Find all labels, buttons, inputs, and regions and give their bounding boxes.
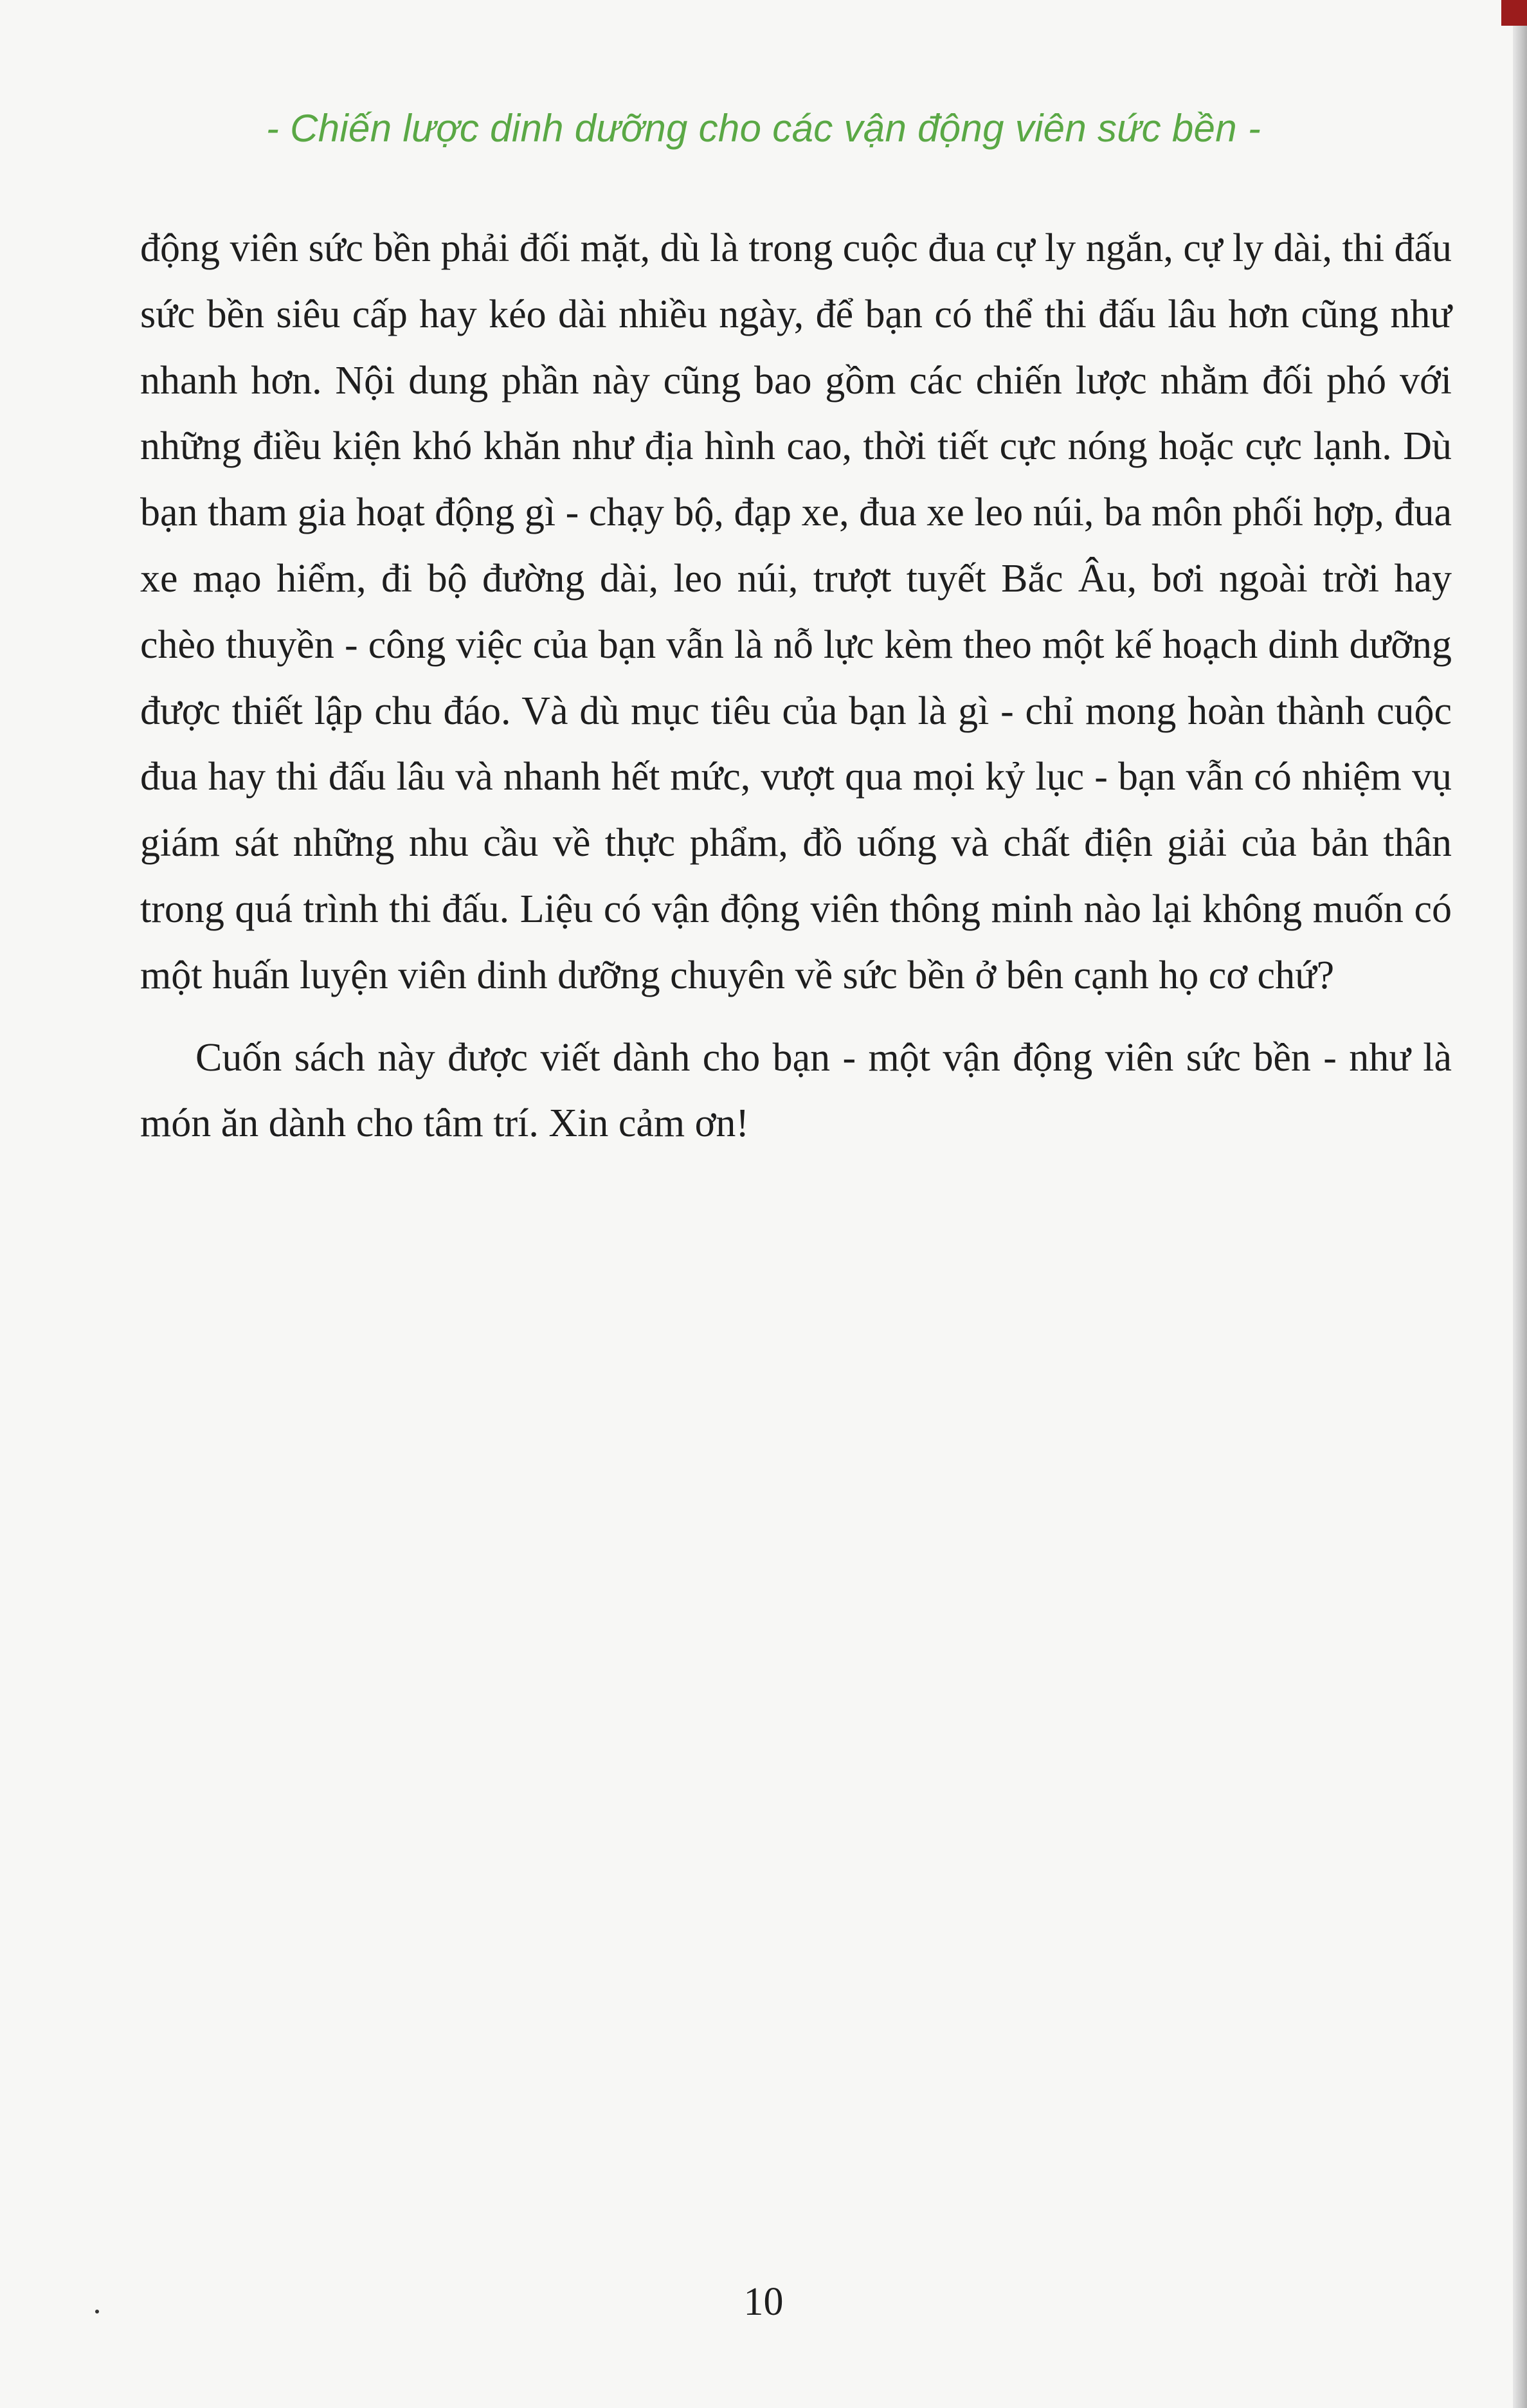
body-text [140,215,1452,1157]
corner-mark [1501,0,1527,26]
paragraph-2: Cuốn sách này được viết dành cho bạn - một vận động viên sức bền - như là món ăn dành cho tâm trí. Xin cảm ơn! [140,1035,1452,1146]
paragraph-1: động viên sức bền phải đối mặt, dù là trong cuộc đua cự ly ngắn, cự ly dài, thi đấu sức bền siêu cấp hay kéo dài nhiều ngày, để bạn có thể thi đấu lâu hơn cũng như nhanh hơn. Nội dung phần này cũng bao gồm các chiến lược nhằm đối phó với những điều kiện khó khăn như địa hình cao, thời tiết cực nóng hoặc cực lạnh. Dù bạn tham gia hoạt động gì - chạy bộ, đạp xe, đua xe leo núi, ba môn phối hợp, đua xe mạo hiểm, đi bộ đường dài, leo núi, trượt tuyết Bắc Âu, bơi ngoài trời hay chèo thuyền - công việc của bạn vẫn là nỗ lực kèm theo một kế hoạch dinh dưỡng được thiết lập chu đáo. Và dù mục tiêu của bạn là gì - chỉ mong hoàn thành cuộc đua hay thi đấu lâu và nhanh hết mức, vượt qua mọi kỷ lục - bạn vẫn có nhiệm vụ giám sát những nhu cầu về thực phẩm, đồ uống và chất điện giải của bản thân trong quá trình thi đấu. Liệu có vận động viên thông minh nào lại không muốn có một huấn luyện viên dinh dưỡng chuyên về sức bền ở bên cạnh họ cơ chứ? [140,226,1452,997]
running-title: - Chiến lược dinh dưỡng cho các vận động viên sức bền - [266,107,1261,150]
page-edge-shadow [1513,0,1527,2408]
page-number: 10 [743,2280,784,2324]
paper-speck [95,2310,99,2313]
